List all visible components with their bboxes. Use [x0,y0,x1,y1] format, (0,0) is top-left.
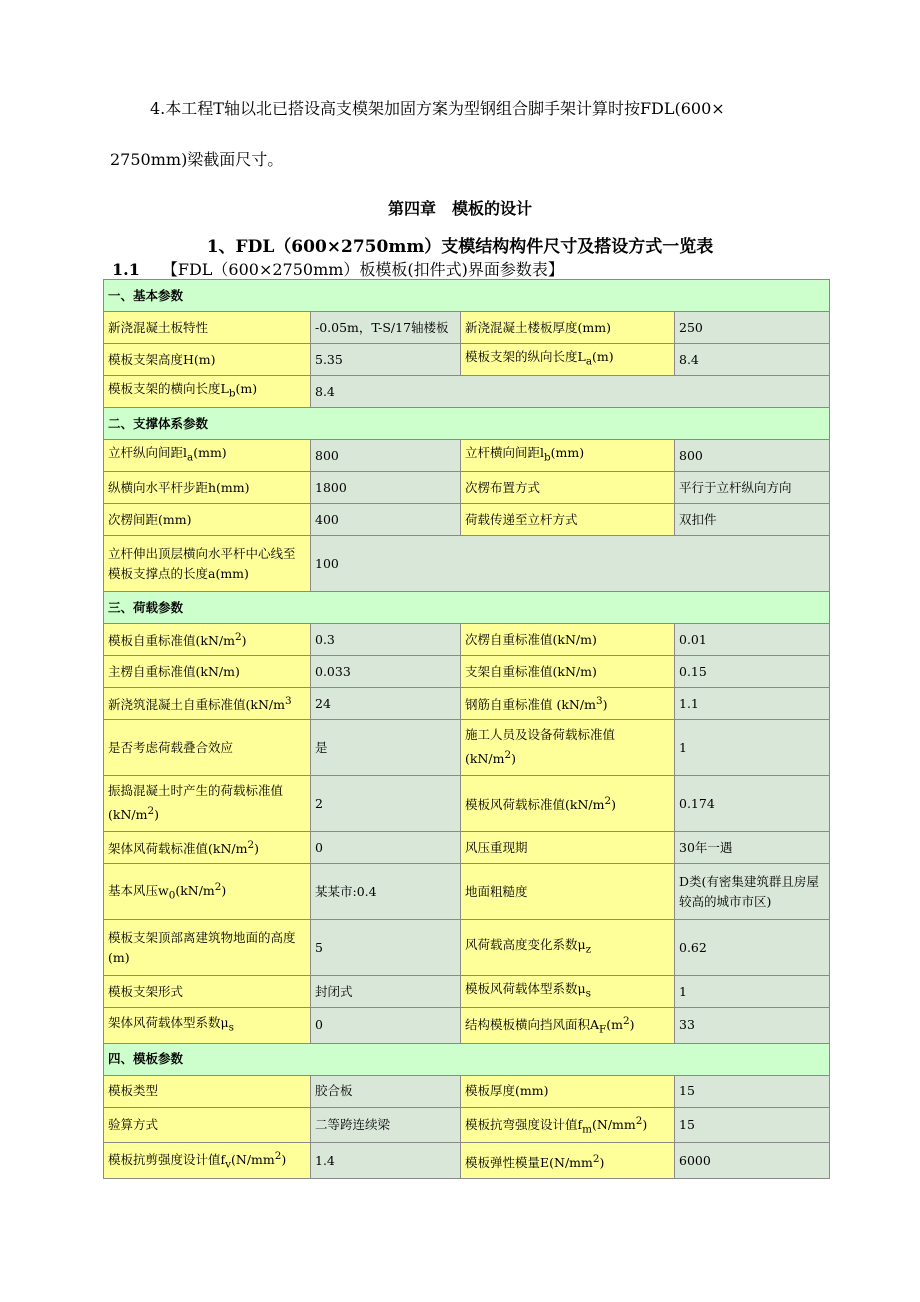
table-row [104,1075,830,1107]
frame-length-value: 8.4 [675,344,830,376]
intro-paragraph-line1: 4.本工程T轴以北已搭设高支模架加固方案为型钢组合脚手架计算时按FDL(600× [150,99,725,118]
secondary-layout-value: 平行于立杆纵向方向 [675,472,830,504]
secondary-layout-label: 次楞布置方式 [461,472,675,504]
frame-wind-value: 0 [311,832,461,864]
shear-strength-value: 1.4 [311,1143,461,1179]
concrete-self-weight-value: 24 [311,688,461,720]
frame-form-label: 模板支架形式 [104,976,311,1008]
rebar-self-weight-value: 1.1 [675,688,830,720]
roughness-value: D类(有密集建筑群且房屋较高的城市市区) [675,864,830,920]
step-value: 1800 [311,472,461,504]
elastic-modulus-label: 模板弹性模量$E(N/mm^2)$ [461,1143,675,1179]
table-row [104,864,830,920]
slab-thickness-label: 新浇混凝土楼板厚度(mm) [461,312,675,344]
formwork-type-label: 模板类型 [104,1075,311,1107]
formwork-self-weight-value: 0.3 [311,624,461,656]
parameter-table [103,279,830,1179]
worker-load-value: 1 [675,720,830,776]
combine-effect-label: 是否考虑荷载叠合效应 [104,720,311,776]
vibration-load-label: 振捣混凝土时产生的荷载标准值 $(kN/m^2)$ [104,776,311,832]
step-label: 纵横向水平杆步距h(mm) [104,472,311,504]
table-row [104,536,830,592]
table-row [104,624,830,656]
height-coefficient-label: 风荷载高度变化系数$\mu_z$ [461,920,675,976]
chapter-title: 第四章 模板的设计 [387,199,532,218]
formwork-thickness-label: 模板厚度(mm) [461,1075,675,1107]
formwork-type-value: 胶合板 [311,1075,461,1107]
frame-width-value: 8.4 [311,376,830,408]
secondary-self-weight-label: 次楞自重标准值(kN/m) [461,624,675,656]
vibration-load-value: 2 [311,776,461,832]
table-row [104,1107,830,1143]
bending-strength-value: 15 [675,1107,830,1143]
formwork-wind-value: 0.174 [675,776,830,832]
frame-form-value: 封闭式 [311,976,461,1008]
frame-width-label: 模板支架的横向长度$L_b(m)$ [104,376,311,408]
section-header-basic: 一、基本参数 [104,280,830,312]
secondary-spacing-label: 次楞间距(mm) [104,504,311,536]
secondary-self-weight-value: 0.01 [675,624,830,656]
table-row [104,920,830,976]
concrete-self-weight-label: 新浇筑混凝土自重标准值($kN/m^3$ [104,688,311,720]
frame-shape-coef-label: 架体风荷载体型系数$\mu_s$ [104,1008,311,1044]
formwork-shape-coef-value: 1 [675,976,830,1008]
roughness-label: 地面粗糙度 [461,864,675,920]
frame-self-weight-value: 0.15 [675,656,830,688]
table-row [104,344,830,376]
table-row [104,720,830,776]
table-row [104,440,830,472]
basic-wind-label: 基本风压$w_0(kN/m^2)$ [104,864,311,920]
section-title: 1、FDL（600×2750mm）支模结构构件尺寸及搭设方式一览表 [206,237,714,257]
worker-load-label: 施工人员及设备荷载标准值 $(kN/m^2)$ [461,720,675,776]
table-row [104,688,830,720]
extension-length-label: 立杆伸出顶层横向水平杆中心线至模板支撑点的长度a(mm) [104,536,311,592]
intro-paragraph-line2: 2750mm)梁截面尺寸。 [110,150,284,169]
table-row [104,1008,830,1044]
rebar-self-weight-label: 钢筋自重标准值 $(kN/m^3)$ [461,688,675,720]
main-self-weight-value: 0.033 [311,656,461,688]
formwork-wind-label: 模板风荷载标准值$(kN/m^2)$ [461,776,675,832]
table-row [104,376,830,408]
frame-wind-label: 架体风荷载标准值$(kN/m^2)$ [104,832,311,864]
pole-trans-spacing-value: 800 [675,440,830,472]
table-row [104,1143,830,1179]
load-transfer-label: 荷载传递至立杆方式 [461,504,675,536]
height-coefficient-value: 0.62 [675,920,830,976]
frame-height-label: 模板支架高度H(m) [104,344,311,376]
top-height-label: 模板支架顶部离建筑物地面的高度(m) [104,920,311,976]
frame-self-weight-label: 支架自重标准值(kN/m) [461,656,675,688]
elastic-modulus-value: 6000 [675,1143,830,1179]
top-height-value: 5 [311,920,461,976]
table-row [104,976,830,1008]
table-row [104,472,830,504]
formwork-shape-coef-label: 模板风荷载体型系数$\mu_s$ [461,976,675,1008]
table-row [104,776,830,832]
return-period-label: 风压重现期 [461,832,675,864]
table-row [104,832,830,864]
table-row [104,656,830,688]
basic-wind-value: 某某市:0.4 [311,864,461,920]
extension-length-value: 100 [311,536,830,592]
formwork-self-weight-label: 模板自重标准值$(kN/m^2)$ [104,624,311,656]
table-title [112,257,564,280]
frame-shape-coef-value: 0 [311,1008,461,1044]
load-transfer-value: 双扣件 [675,504,830,536]
formwork-thickness-value: 15 [675,1075,830,1107]
frame-height-value: 5.35 [311,344,461,376]
windward-area-label: 结构模板横向挡风面积$A_F(m^2)$ [461,1008,675,1044]
section-header-support: 二、支撑体系参数 [104,408,830,440]
table-title-text: 【FDL（600×2750mm）板模板(扣件式)界面参数表】 [161,260,564,279]
table-number: 1.1 [112,260,140,279]
frame-length-label: 模板支架的纵向长度$L_a(m)$ [461,344,675,376]
table-row [104,504,830,536]
combine-effect-value: 是 [311,720,461,776]
slab-property-value: -0.05m，T-S/17轴楼板 [311,312,461,344]
pole-long-spacing-value: 800 [311,440,461,472]
return-period-value: 30年一遇 [675,832,830,864]
pole-long-spacing-label: 立杆纵向间距$l_a(mm)$ [104,440,311,472]
shear-strength-label: 模板抗剪强度设计值$f_v(N/mm^2)$ [104,1143,311,1179]
table-row [104,312,830,344]
check-method-value: 二等跨连续梁 [311,1107,461,1143]
bending-strength-label: 模板抗弯强度设计值$f_m(N/mm^2)$ [461,1107,675,1143]
section-header-formwork: 四、模板参数 [104,1043,830,1075]
slab-property-label: 新浇混凝土板特性 [104,312,311,344]
section-header-load: 三、荷载参数 [104,592,830,624]
pole-trans-spacing-label: 立杆横向间距$l_b(mm)$ [461,440,675,472]
windward-area-value: 33 [675,1008,830,1044]
slab-thickness-value: 250 [675,312,830,344]
main-self-weight-label: 主楞自重标准值(kN/m) [104,656,311,688]
secondary-spacing-value: 400 [311,504,461,536]
check-method-label: 验算方式 [104,1107,311,1143]
